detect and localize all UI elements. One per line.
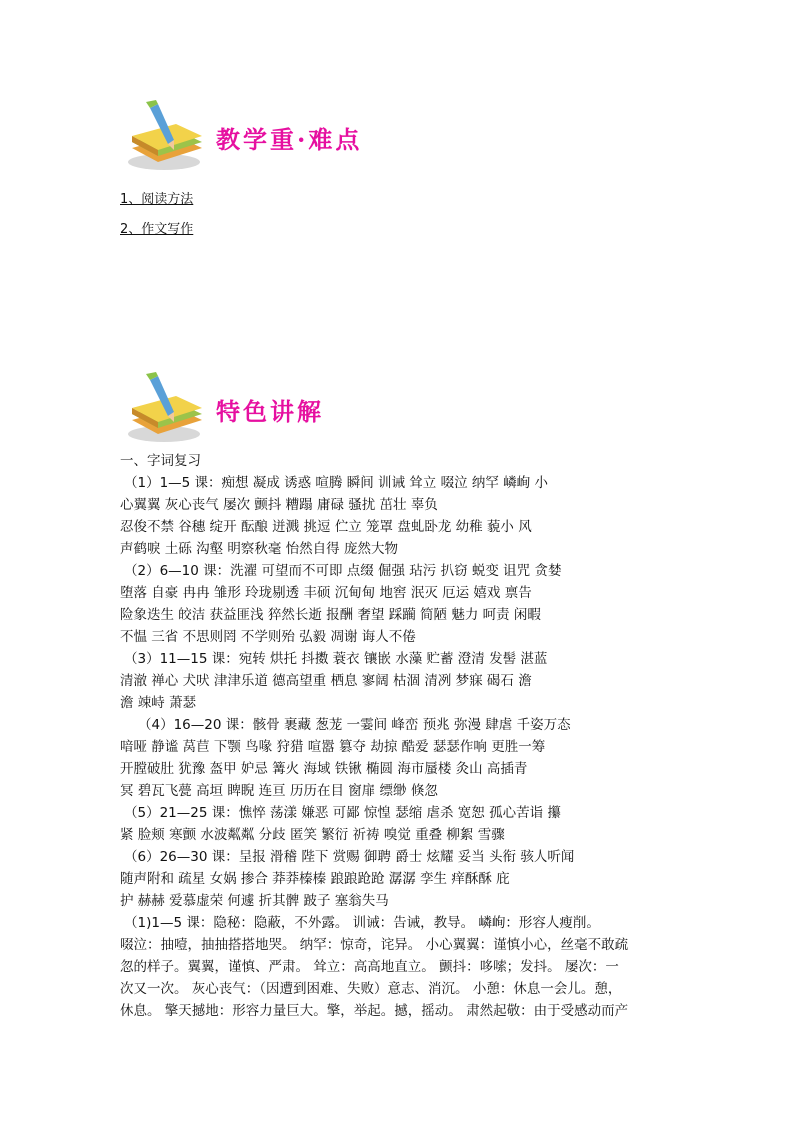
text-line: （2）6—10 课：洗濯 可望而不可即 点缀 倔强 玷污 扒窃 蜕变 诅咒 贪婪 (124, 563, 562, 579)
section-title: 特色讲解 (216, 397, 324, 426)
text-line: 冥 碧瓦飞甍 高垣 睥睨 连亘 历历在目 窗扉 缥缈 倏忽 (120, 783, 438, 799)
text-line: 次又一次。 灰心丧气：（因遭到困难、失败）意志、消沉。 小憩：休息一会儿。憩， (120, 981, 622, 997)
text-line: 喑哑 静谧 莴苣 下颚 鸟喙 狩猎 喧嚣 篡夺 劫掠 酷爱 瑟瑟作响 更胜一筹 (120, 739, 546, 755)
text-line: （1)1—5 课：隐秘：隐蔽，不外露。 训诫：告诫，教导。 嶙峋：形容人瘦削。 (124, 915, 600, 931)
text-line: 休息。 擎天撼地：形容力量巨大。擎，举起。撼，摇动。 肃然起敬：由于受感动而产 (120, 1003, 629, 1019)
text-line: 开膛破肚 犹豫 盔甲 妒忌 篝火 海域 铁锹 椭圆 海市蜃楼 灸山 高插青 (120, 761, 528, 777)
text-line: 堕落 自豪 冉冉 雏形 玲珑剔透 丰硕 沉甸甸 地窖 泯灭 厄运 嬉戏 禀告 (120, 585, 532, 601)
text-line: 心翼翼 灰心丧气 屡次 颤抖 糟蹋 庸碌 骚扰 茁壮 辜负 (120, 497, 438, 513)
book-pencil-icon (124, 100, 208, 172)
text-line: 忽的样子。翼翼，谨慎、严肃。 耸立：高高地直立。 颤抖：哆嗦；发抖。 屡次：一 (120, 959, 619, 975)
text-line: （3）11—15 课：宛转 烘托 抖擞 蓑衣 镶嵌 水藻 贮蓄 澄清 发髻 湛蓝 (124, 651, 548, 667)
text-line: 不愠 三省 不思则罔 不学则殆 弘毅 凋谢 诲人不倦 (120, 629, 416, 645)
text-line: 声鹤唳 土砾 沟壑 明察秋毫 怡然自得 庞然大物 (120, 541, 398, 557)
text-line: （6）26—30 课：呈报 滑稽 陛下 赏赐 御聘 爵士 炫耀 妥当 头衔 骇人听闻 (124, 849, 575, 865)
text-line: 随声附和 疏星 女娲 掺合 莽莽榛榛 踉踉跄跄 潺潺 孪生 痒酥酥 庇 (120, 871, 510, 887)
text-line: 啜泣：抽噎，抽抽搭搭地哭。 纳罕：惊奇，诧异。 小心翼翼：谨慎小心，丝毫不敢疏 (120, 937, 629, 953)
text-line: （1）1—5 课：痴想 凝成 诱惑 喧腾 瞬间 训诫 耸立 啜泣 纳罕 嶙峋 小 (124, 475, 548, 491)
text-line: （4）16—20 课：骸骨 裹藏 葱茏 一霎间 峰峦 预兆 弥漫 肆虐 千姿万态 (138, 717, 571, 733)
text-line: 一、字词复习 (120, 453, 201, 469)
text-line: 清澈 禅心 犬吠 津津乐道 德高望重 栖息 寥阔 枯涸 清冽 梦寐 碣石 澹 (120, 673, 532, 689)
vocabulary-review-text (120, 450, 680, 1022)
item-reading-method[interactable]: 1、阅读方法 (120, 192, 194, 207)
text-line: 护 赫赫 爱慕虚荣 何遽 折其髀 跛子 塞翁失马 (120, 893, 389, 909)
text-line: （5）21—25 课：憔悴 荡漾 嫌恶 可鄙 惊惶 瑟缩 虐杀 宽恕 孤心苦诣 攥 (124, 805, 561, 821)
text-line: 紧 脸颊 寒颤 水波粼粼 分歧 匿笑 繁衍 祈祷 嗅觉 重叠 柳絮 雪骤 (120, 827, 505, 843)
section-heading-key-points (124, 100, 424, 170)
section-title: 教学重·难点 (216, 125, 363, 154)
item-composition-writing[interactable]: 2、作文写作 (120, 222, 194, 237)
text-line: 澹 竦峙 萧瑟 (120, 695, 197, 711)
section-heading-featured-explanation (124, 372, 424, 442)
text-line: 险象迭生 皎洁 获益匪浅 猝然长逝 报酬 奢望 踩躏 简陋 魅力 呵责 闲暇 (120, 607, 541, 623)
book-pencil-icon (124, 372, 208, 444)
text-line: 忍俊不禁 谷穗 绽开 酝酿 迸溅 挑逗 伫立 笼罩 盘虬卧龙 幼稚 藐小 风 (120, 519, 532, 535)
